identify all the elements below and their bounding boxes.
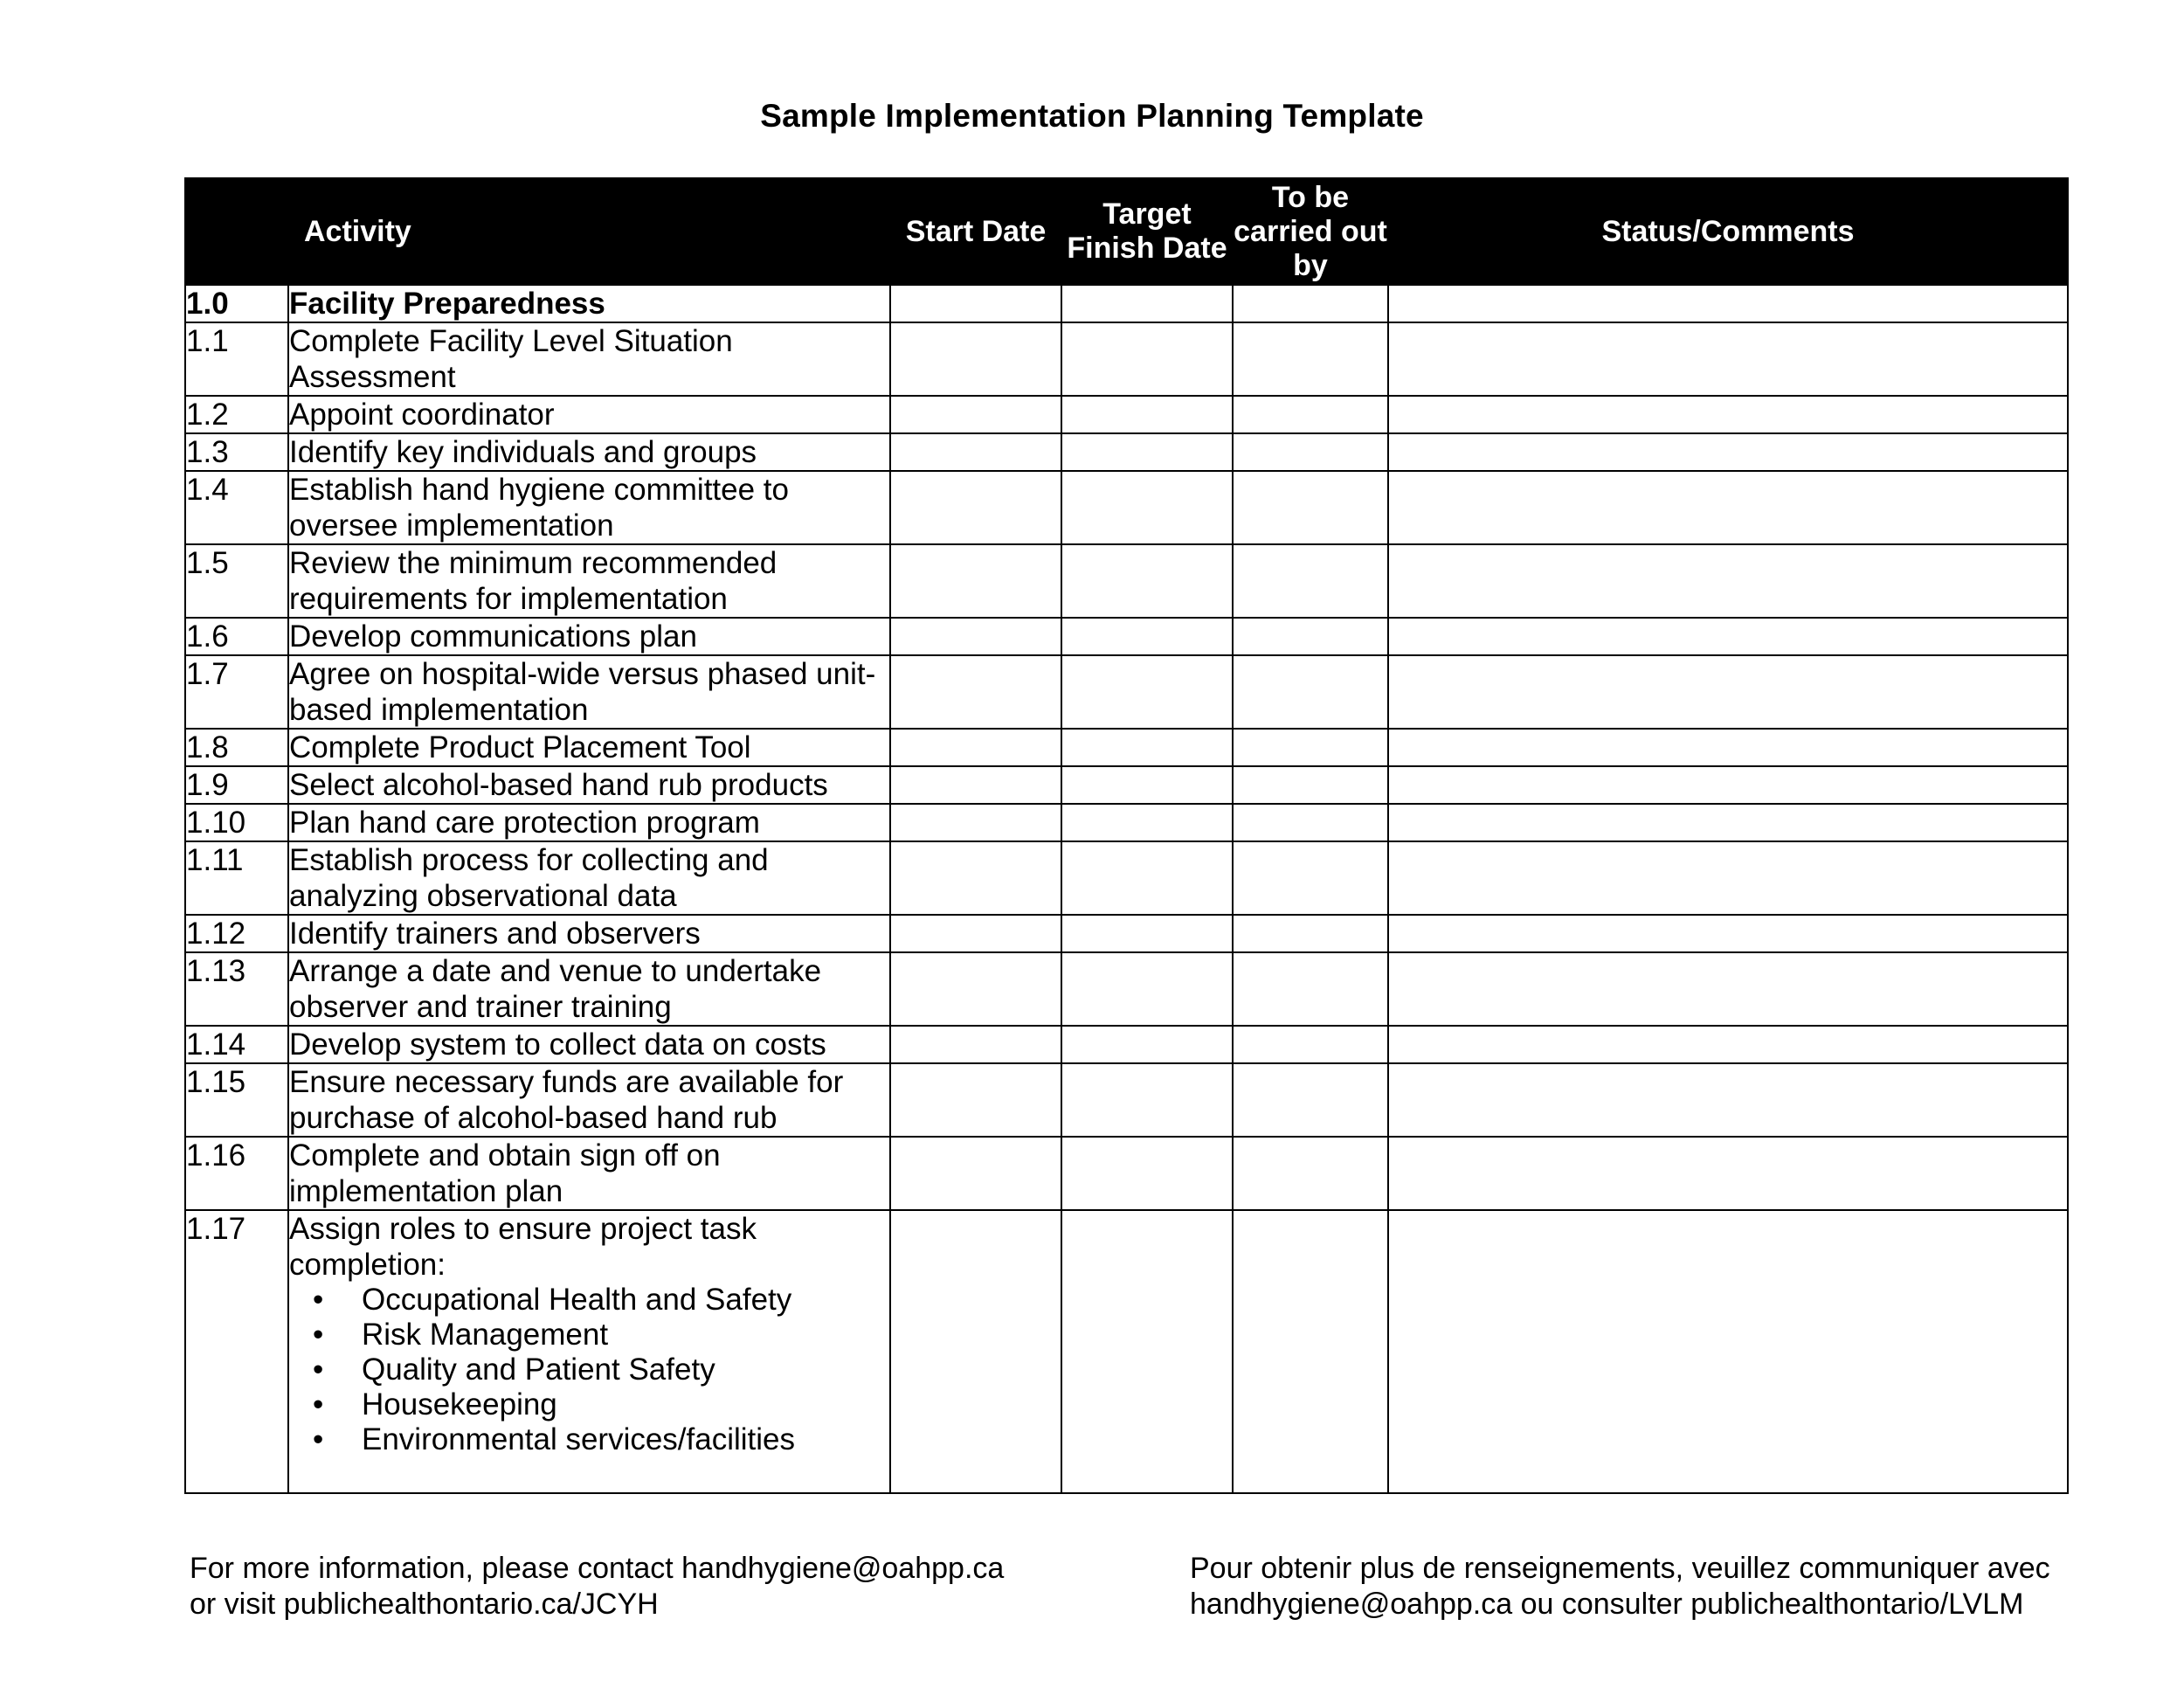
carried-out-by-cell[interactable]: [1233, 915, 1388, 952]
status-comments-cell[interactable]: [1388, 285, 2068, 322]
carried-out-by-cell[interactable]: [1233, 544, 1388, 618]
table-row: [185, 1026, 2068, 1063]
status-comments-cell[interactable]: [1388, 729, 2068, 766]
activity-text: Plan hand care protection program: [288, 804, 890, 841]
carried-out-by-cell[interactable]: [1233, 433, 1388, 471]
item-number: 1.4: [185, 471, 288, 544]
target-finish-date-cell[interactable]: [1061, 766, 1233, 804]
start-date-cell[interactable]: [890, 471, 1061, 544]
item-number: 1.1: [185, 322, 288, 396]
start-date-cell[interactable]: [890, 433, 1061, 471]
header-target-finish-date: Target Finish Date: [1061, 178, 1233, 285]
start-date-cell[interactable]: [890, 1210, 1061, 1493]
implementation-plan-table: [184, 177, 2069, 1494]
roles-list: [289, 1283, 889, 1492]
target-finish-date-cell[interactable]: [1061, 433, 1233, 471]
carried-out-by-cell[interactable]: [1233, 655, 1388, 729]
carried-out-by-cell[interactable]: [1233, 766, 1388, 804]
table-row: [185, 841, 2068, 915]
carried-out-by-cell[interactable]: [1233, 1210, 1388, 1493]
activity-text: Establish hand hygiene committee to oversee implementation: [288, 471, 890, 544]
footer-fr-line1: Pour obtenir plus de renseignements, veuillez communiquer avec: [1190, 1552, 2050, 1585]
table-row: [185, 655, 2068, 729]
item-number: 1.7: [185, 655, 288, 729]
status-comments-cell[interactable]: [1388, 433, 2068, 471]
target-finish-date-cell[interactable]: [1061, 655, 1233, 729]
activity-text: Appoint coordinator: [288, 396, 890, 433]
carried-out-by-cell[interactable]: [1233, 952, 1388, 1026]
item-number: 1.10: [185, 804, 288, 841]
table-row: [185, 766, 2068, 804]
activity-text: Complete Facility Level Situation Assessment: [288, 322, 890, 396]
role-list-item: • Environmental services/facilities: [289, 1422, 889, 1457]
role-list-item: • Quality and Patient Safety: [289, 1352, 889, 1387]
item-number: 1.6: [185, 618, 288, 655]
target-finish-date-cell[interactable]: [1061, 1210, 1233, 1493]
item-number: 1.9: [185, 766, 288, 804]
activity-cell: [288, 1210, 890, 1493]
activity-text: Complete and obtain sign off on implementation plan: [288, 1137, 890, 1210]
target-finish-date-cell[interactable]: [1061, 618, 1233, 655]
item-number: 1.11: [185, 841, 288, 915]
status-comments-cell[interactable]: [1388, 915, 2068, 952]
status-comments-cell[interactable]: [1388, 322, 2068, 396]
table-row: [185, 729, 2068, 766]
activity-text: Identify key individuals and groups: [288, 433, 890, 471]
footer-en-line2: or visit publichealthontario.ca/JCYH: [190, 1588, 659, 1621]
start-date-cell[interactable]: [890, 1026, 1061, 1063]
start-date-cell[interactable]: [890, 618, 1061, 655]
header-number: [185, 178, 288, 285]
table-row: [185, 1063, 2068, 1137]
carried-out-by-cell[interactable]: [1233, 729, 1388, 766]
header-activity: Activity: [288, 178, 890, 285]
section-label: Facility Preparedness: [288, 285, 890, 322]
carried-out-by-cell[interactable]: [1233, 1063, 1388, 1137]
section-number: 1.0: [185, 285, 288, 322]
start-date-cell[interactable]: [890, 1063, 1061, 1137]
header-status-comments: Status/Comments: [1388, 178, 2068, 285]
target-finish-date-cell[interactable]: [1061, 952, 1233, 1026]
target-finish-date-cell[interactable]: [1061, 1026, 1233, 1063]
item-number: 1.2: [185, 396, 288, 433]
item-number: 1.14: [185, 1026, 288, 1063]
status-comments-cell[interactable]: [1388, 1210, 2068, 1493]
activity-text: Agree on hospital-wide versus phased unit-based implementation: [288, 655, 890, 729]
table-row: [185, 804, 2068, 841]
table-row: [185, 952, 2068, 1026]
table-row-roles: [185, 1210, 2068, 1493]
carried-out-by-cell[interactable]: [1233, 396, 1388, 433]
target-finish-date-cell[interactable]: [1061, 1137, 1233, 1210]
item-number: 1.8: [185, 729, 288, 766]
page-title: Sample Implementation Planning Template: [760, 98, 1424, 134]
status-comments-cell[interactable]: [1388, 655, 2068, 729]
carried-out-by-cell[interactable]: [1233, 1026, 1388, 1063]
carried-out-by-cell[interactable]: [1233, 841, 1388, 915]
target-finish-date-cell[interactable]: [1061, 915, 1233, 952]
start-date-cell[interactable]: [890, 804, 1061, 841]
start-date-cell[interactable]: [890, 841, 1061, 915]
status-comments-cell[interactable]: [1388, 544, 2068, 618]
footer-contact-english: [190, 1551, 1004, 1622]
status-comments-cell[interactable]: [1388, 396, 2068, 433]
target-finish-date-cell[interactable]: [1061, 1063, 1233, 1137]
role-list-item: • Risk Management: [289, 1318, 889, 1352]
item-number: 1.13: [185, 952, 288, 1026]
table-row: [185, 1137, 2068, 1210]
start-date-cell[interactable]: [890, 766, 1061, 804]
start-date-cell[interactable]: [890, 544, 1061, 618]
activity-text: Arrange a date and venue to undertake observer and trainer training: [288, 952, 890, 1026]
start-date-cell[interactable]: [890, 396, 1061, 433]
table-header-row: [185, 178, 2068, 285]
carried-out-by-cell[interactable]: [1233, 285, 1388, 322]
target-finish-date-cell[interactable]: [1061, 804, 1233, 841]
item-number: 1.12: [185, 915, 288, 952]
target-finish-date-cell[interactable]: [1061, 396, 1233, 433]
status-comments-cell[interactable]: [1388, 841, 2068, 915]
item-number: 1.3: [185, 433, 288, 471]
footer-contact-french: [1190, 1551, 2050, 1622]
start-date-cell[interactable]: [890, 285, 1061, 322]
footer-fr-line2: handhygiene@oahpp.ca ou consulter publichealthontario/LVLM: [1190, 1588, 2024, 1621]
status-comments-cell[interactable]: [1388, 804, 2068, 841]
activity-text: Ensure necessary funds are available for purchase of alcohol-based hand rub: [288, 1063, 890, 1137]
start-date-cell[interactable]: [890, 1137, 1061, 1210]
status-comments-cell[interactable]: [1388, 471, 2068, 544]
table-row: [185, 433, 2068, 471]
item-number: 1.15: [185, 1063, 288, 1137]
table-row: [185, 618, 2068, 655]
carried-out-by-cell[interactable]: [1233, 1137, 1388, 1210]
target-finish-date-cell[interactable]: [1061, 544, 1233, 618]
section-row: [185, 285, 2068, 322]
footer-en-line1: For more information, please contact handhygiene@oahpp.ca: [190, 1552, 1005, 1585]
carried-out-by-cell[interactable]: [1233, 471, 1388, 544]
activity-text: Select alcohol-based hand rub products: [288, 766, 890, 804]
table-row: [185, 544, 2068, 618]
activity-text: Identify trainers and observers: [288, 915, 890, 952]
target-finish-date-cell[interactable]: [1061, 471, 1233, 544]
start-date-cell[interactable]: [890, 915, 1061, 952]
item-number: 1.17: [185, 1210, 288, 1493]
start-date-cell[interactable]: [890, 655, 1061, 729]
start-date-cell[interactable]: [890, 952, 1061, 1026]
activity-text: Develop system to collect data on costs: [288, 1026, 890, 1063]
status-comments-cell[interactable]: [1388, 1137, 2068, 1210]
start-date-cell[interactable]: [890, 322, 1061, 396]
item-number: 1.16: [185, 1137, 288, 1210]
activity-text: Complete Product Placement Tool: [288, 729, 890, 766]
activity-text: Establish process for collecting and analyzing observational data: [288, 841, 890, 915]
table-row: [185, 322, 2068, 396]
status-comments-cell[interactable]: [1388, 766, 2068, 804]
status-comments-cell[interactable]: [1388, 952, 2068, 1026]
status-comments-cell[interactable]: [1388, 1063, 2068, 1137]
header-start-date: Start Date: [890, 178, 1061, 285]
activity-text: Develop communications plan: [288, 618, 890, 655]
table-row: [185, 396, 2068, 433]
header-carried-out-by: To be carried out by: [1233, 178, 1388, 285]
target-finish-date-cell[interactable]: [1061, 322, 1233, 396]
table-row: [185, 915, 2068, 952]
activity-text: Review the minimum recommended requirements for implementation: [288, 544, 890, 618]
activity-text: Assign roles to ensure project task completion:: [289, 1212, 757, 1282]
role-list-item: • Housekeeping: [289, 1387, 889, 1422]
carried-out-by-cell[interactable]: [1233, 804, 1388, 841]
item-number: 1.5: [185, 544, 288, 618]
status-comments-cell[interactable]: [1388, 618, 2068, 655]
carried-out-by-cell[interactable]: [1233, 618, 1388, 655]
start-date-cell[interactable]: [890, 729, 1061, 766]
target-finish-date-cell[interactable]: [1061, 841, 1233, 915]
carried-out-by-cell[interactable]: [1233, 322, 1388, 396]
role-list-item: • Occupational Health and Safety: [289, 1283, 889, 1318]
status-comments-cell[interactable]: [1388, 1026, 2068, 1063]
target-finish-date-cell[interactable]: [1061, 285, 1233, 322]
table-row: [185, 471, 2068, 544]
target-finish-date-cell[interactable]: [1061, 729, 1233, 766]
